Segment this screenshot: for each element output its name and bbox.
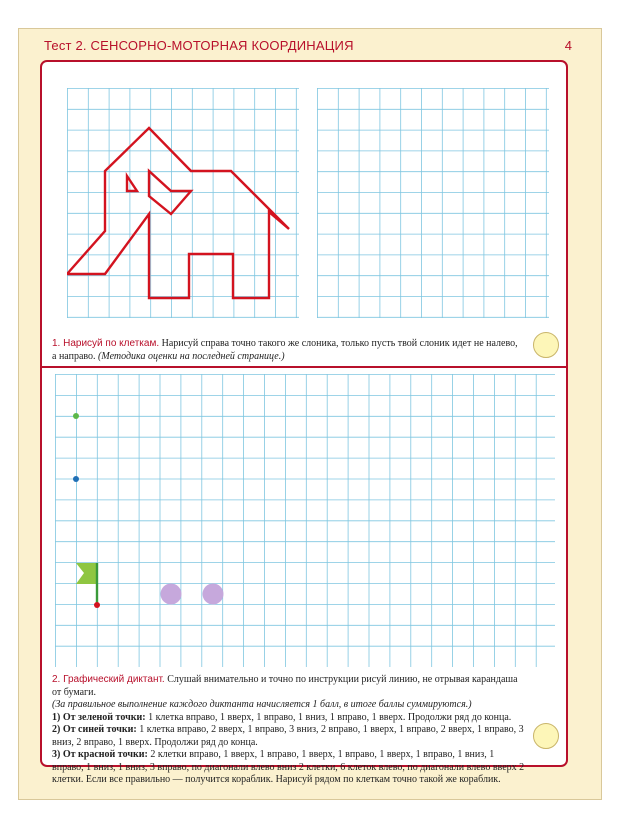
score-circle-1[interactable] [533, 332, 559, 358]
task2-intro [52, 674, 524, 699]
blue-start-dot [73, 476, 79, 482]
task1-instructions: Нарисуй справа точно такого же слоника, только пусть твой слоник идет не налево, а направо. [52, 338, 518, 362]
task2-title: 2. Графический диктант. [52, 674, 165, 685]
page-number: 4 [564, 38, 572, 53]
elephant-eye [127, 176, 137, 191]
grid-lines [55, 374, 555, 667]
elephant-grid [67, 88, 299, 318]
red-start-dot [94, 602, 100, 608]
task2-instructions: Слушай внимательно и точно по инструкции рисуй линию, не отрывая карандаша от бумаги. [52, 674, 518, 698]
task1-note: (Методика оценки на последней странице.) [98, 350, 285, 362]
dictation-grid[interactable] [55, 374, 555, 667]
green-label: 1) От зеленой точки: [52, 711, 146, 723]
task2-blue [52, 724, 524, 749]
green-start-dot [73, 413, 79, 419]
task2-note: (За правильное выполнение каждого диктанта начисляется 1 балл, в итоге баллы суммируются.) [52, 699, 472, 710]
section-divider [40, 366, 568, 368]
blue-instructions: 1 клетка вправо, 2 вверх, 1 вправо, 3 вниз, 2 вправо, 1 вверх, 1 вправо, 2 вверх, 1 вправо, 3 вниз, 2 вправо, 1 вверх. Продолжи ряд до конца. [52, 724, 524, 748]
flag-icon [76, 563, 97, 584]
blue-label: 2) От синей точки: [52, 724, 137, 735]
task2-red [52, 749, 528, 787]
red-label: 3) От красной точки: [52, 749, 148, 760]
grid-lines [317, 88, 549, 318]
score-circle-2[interactable] [533, 723, 559, 749]
task2-green [52, 712, 524, 725]
page-title: Тест 2. СЕНСОРНО-МОТОРНАЯ КООРДИНАЦИЯ [44, 38, 354, 53]
purple-circle-1 [161, 584, 182, 605]
task1-text [52, 338, 524, 363]
red-instructions: 2 клетки вправо, 1 вверх, 1 вправо, 1 вверх, 1 вправо, 1 вверх, 1 вправо, 1 вниз, 1 вправо, 1 вниз, 1 вниз, 3 вправо, по диагонали влево вниз 2 клетки, 6 клеток влево, по диагонали влево вверх 2 клетки. Если все правильно — получится кораблик. Нарисуй рядом по клеткам точно такой же кораблик. [52, 749, 525, 785]
task1-title: 1. Нарисуй по клеткам. [52, 338, 160, 349]
task2-text [52, 674, 524, 787]
green-instructions: 1 клетка вправо, 1 вверх, 1 вправо, 1 вниз, 1 вправо, 1 вверх. Продолжи ряд до конца. [145, 711, 512, 723]
drawing-grid-right[interactable] [317, 88, 549, 318]
purple-circle-2 [203, 584, 224, 605]
